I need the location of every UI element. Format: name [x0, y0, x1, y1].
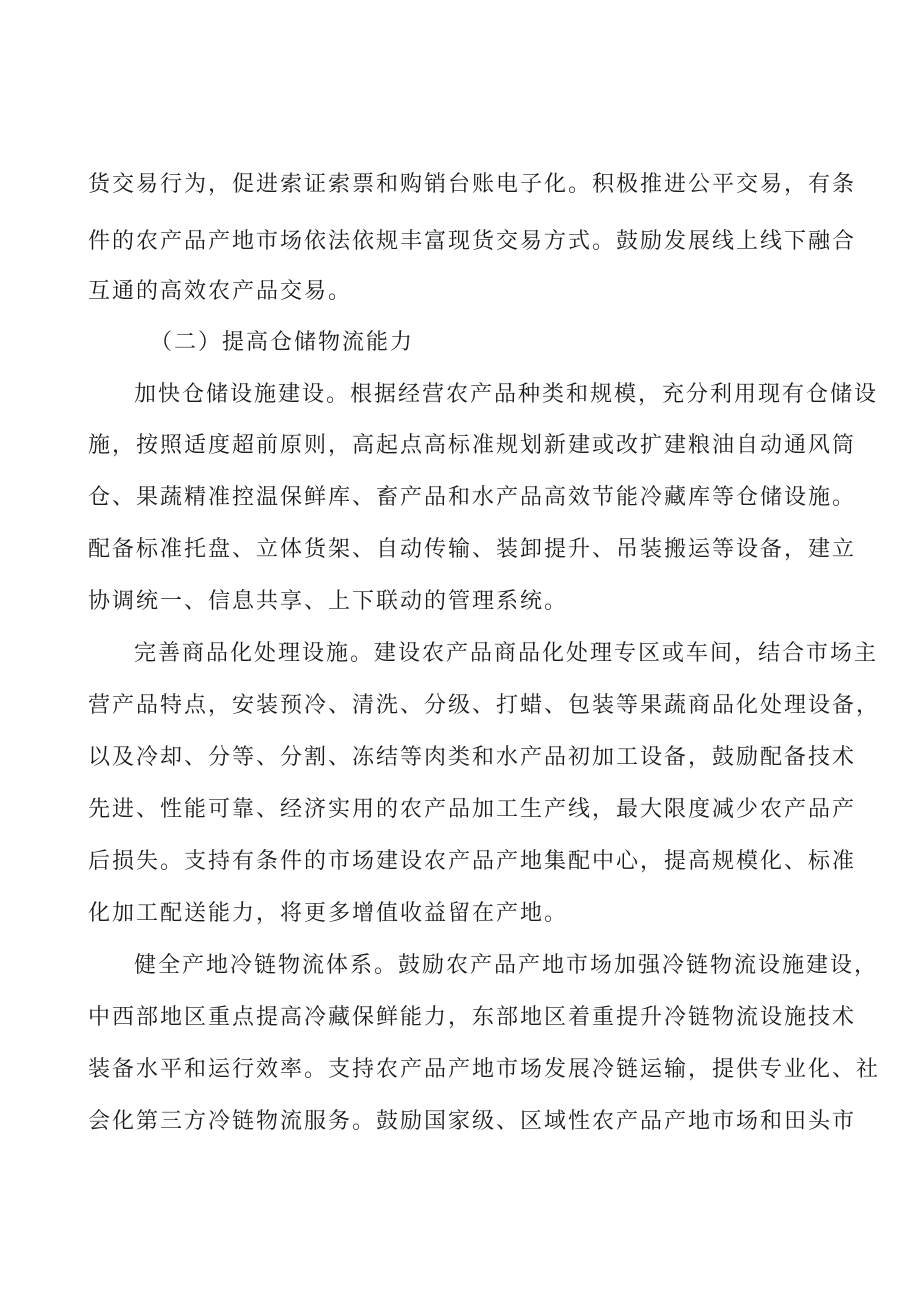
text-line: 件的农产品产地市场依法依规丰富现货交易方式。鼓励发展线上线下融合 — [88, 229, 857, 254]
section-heading: （二）提高仓储物流能力 — [150, 330, 415, 355]
text-line: 完善商品化处理设施。建设农产品商品化处理专区或车间，结合市场主 — [134, 641, 879, 666]
text-line: 仓、果蔬精准控温保鲜库、畜产品和水产品高效节能冷藏库等仓储设施。 — [88, 485, 857, 510]
text-line: 配备标准托盘、立体货架、自动传输、装卸提升、吊装搬运等设备，建立 — [88, 537, 857, 562]
text-line: 化加工配送能力，将更多增值收益留在产地。 — [88, 901, 569, 926]
text-line: 会化第三方冷链物流服务。鼓励国家级、区域性农产品产地市场和田头市 — [88, 1109, 857, 1134]
text-line: 以及冷却、分等、分割、冻结等肉类和水产品初加工设备，鼓励配备技术 — [88, 745, 857, 770]
text-line: 营产品特点，安装预冷、清洗、分级、打蜡、包装等果蔬商品化处理设备， — [88, 693, 881, 718]
text-line: 中西部地区重点提高冷藏保鲜能力，东部地区着重提升冷链物流设施技术 — [88, 1005, 857, 1030]
text-line: 健全产地冷链物流体系。鼓励农产品产地市场加强冷链物流设施建设， — [134, 953, 879, 978]
text-line: 加快仓储设施建设。根据经营农产品种类和规模，充分利用现有仓储设 — [134, 382, 879, 407]
text-line: 装备水平和运行效率。支持农产品产地市场发展冷链运输，提供专业化、社 — [88, 1057, 881, 1082]
text-line: 先进、性能可靠、经济实用的农产品加工生产线，最大限度减少农产品产 — [88, 797, 857, 822]
text-line: 后损失。支持有条件的市场建设农产品产地集配中心，提高规模化、标准 — [88, 849, 857, 874]
text-line: 协调统一、信息共享、上下联动的管理系统。 — [88, 589, 569, 614]
text-line: 互通的高效农产品交易。 — [88, 279, 353, 304]
text-line: 货交易行为，促进索证索票和购销台账电子化。积极推进公平交易，有条 — [88, 172, 857, 197]
text-line: 施，按照适度超前原则，高起点高标准规划新建或改扩建粮油自动通风筒 — [88, 433, 857, 458]
